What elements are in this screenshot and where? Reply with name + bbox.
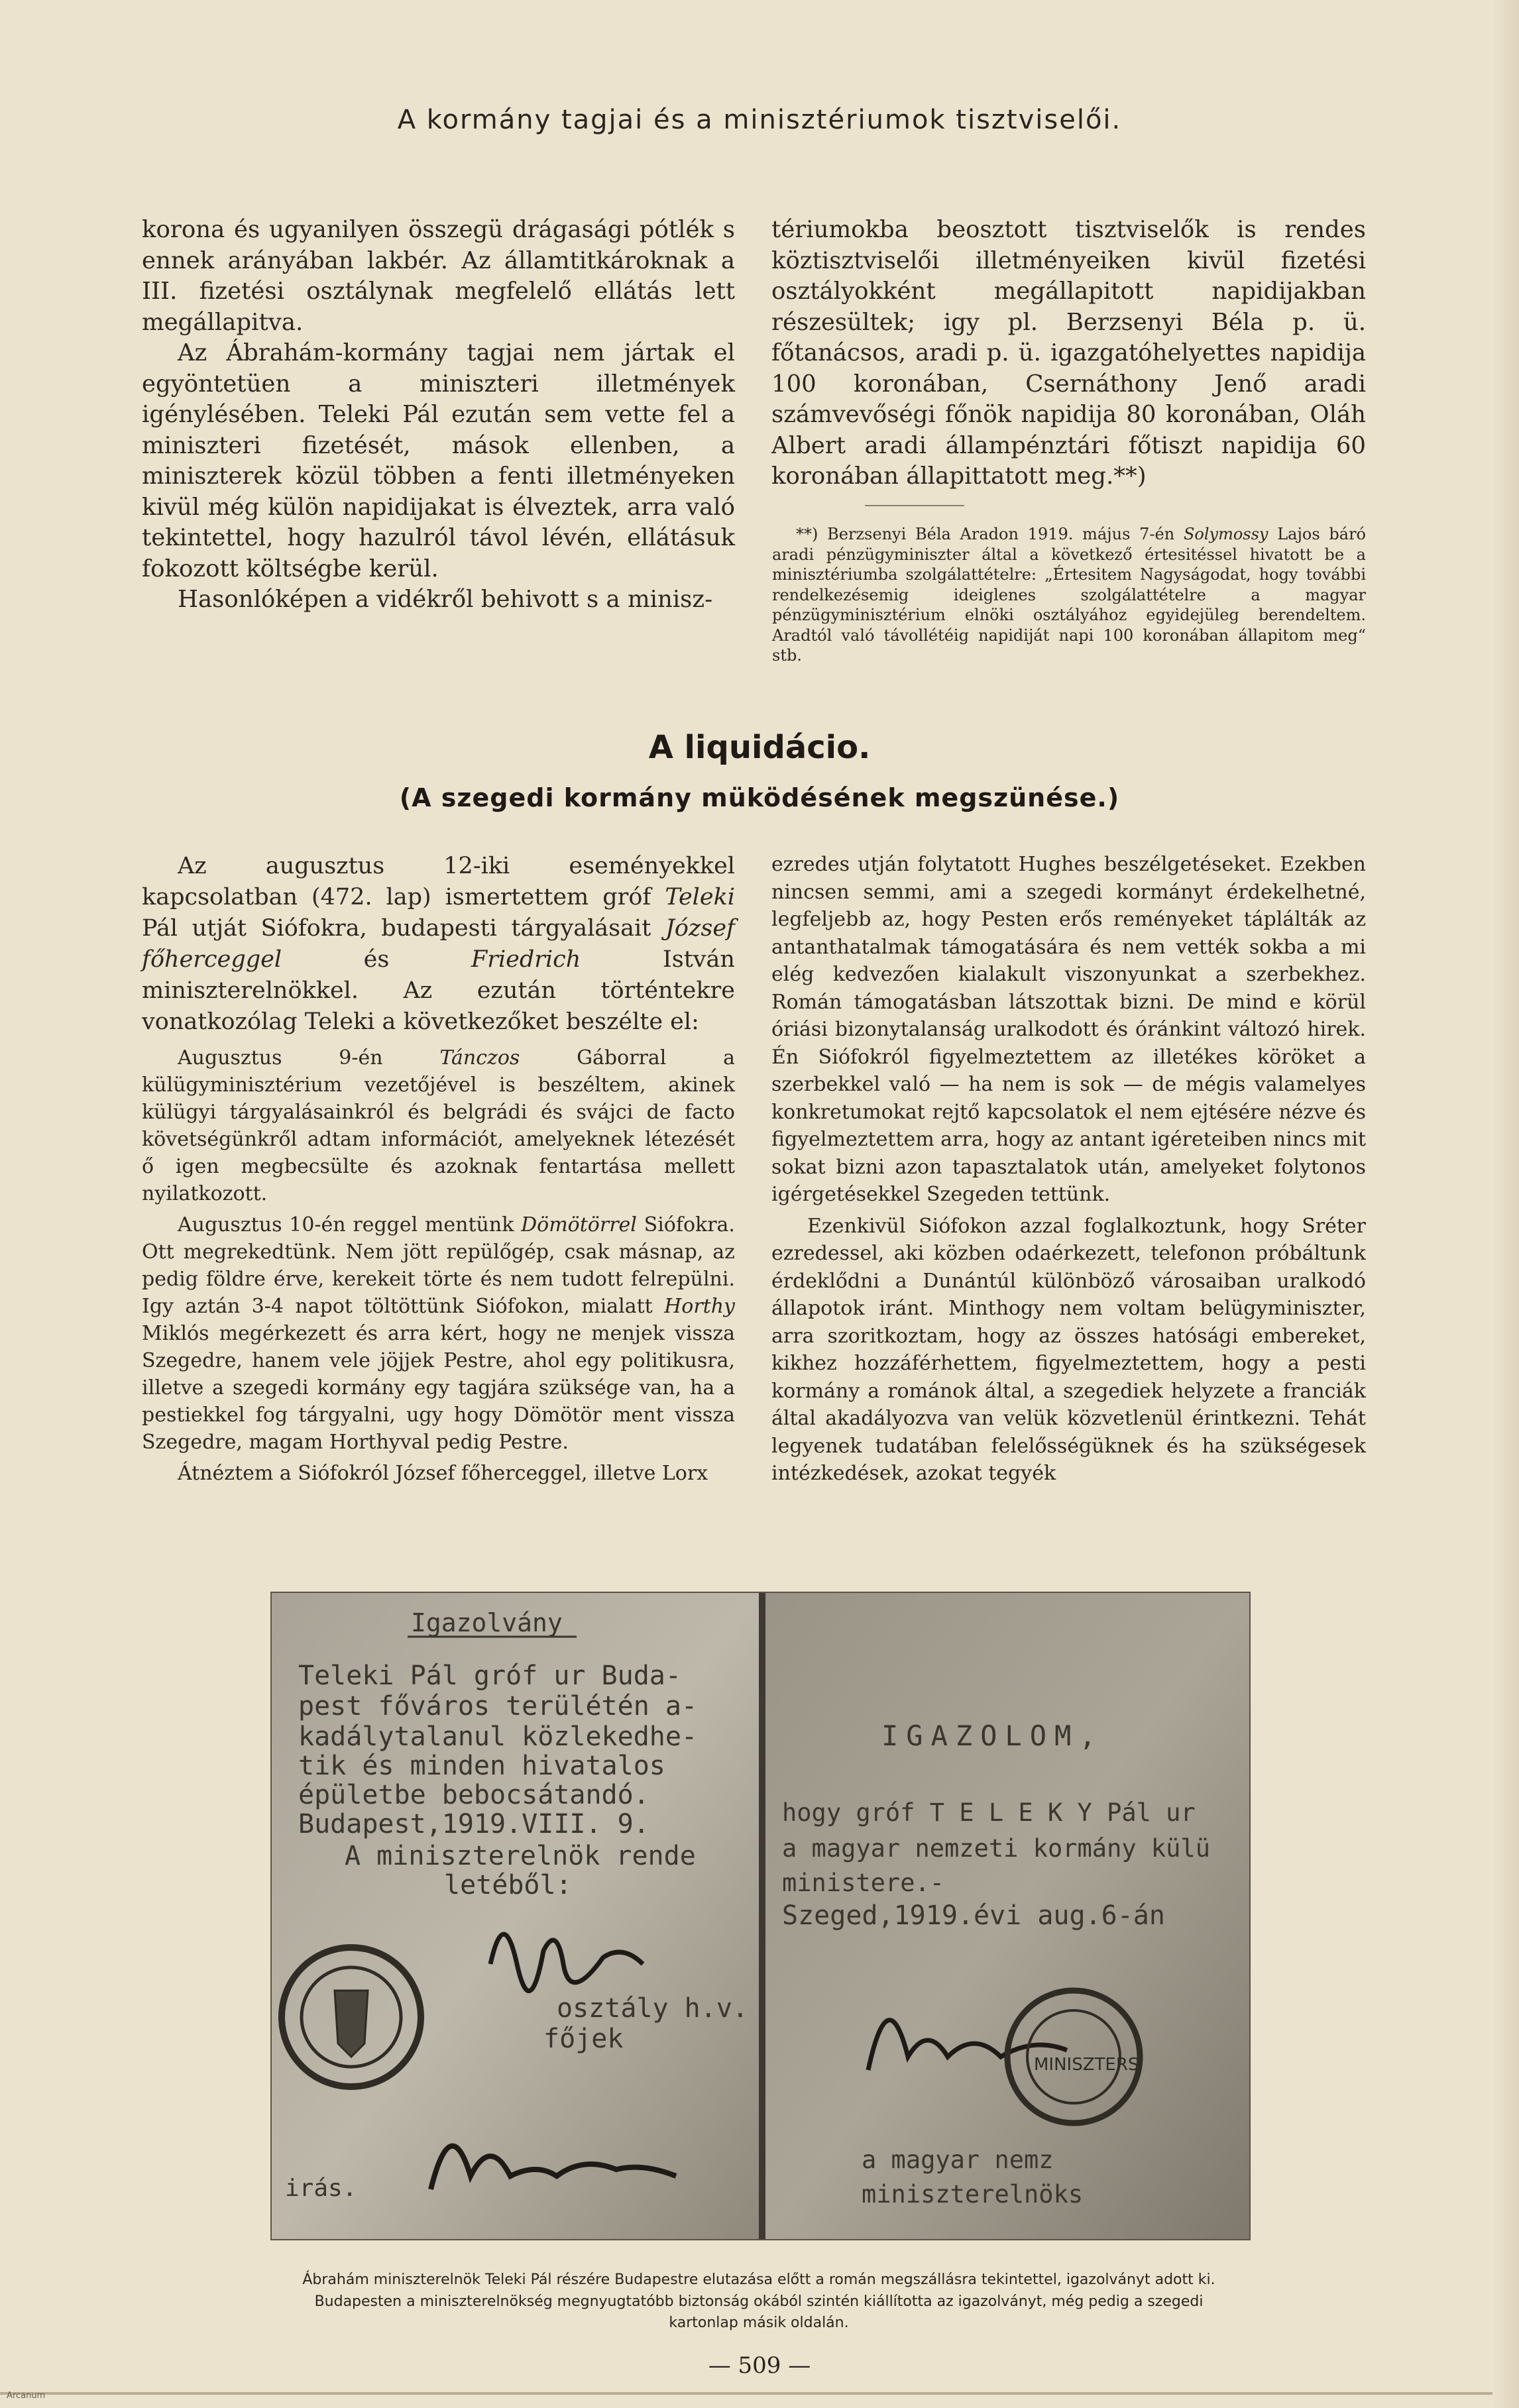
- card-gap: [759, 1593, 765, 2239]
- doc-line: a magyar nemzeti kormány külü: [782, 1834, 1211, 1863]
- paragraph: korona és ugyanilyen összegü drágasági pótlék s ennek arányában lakbér. Az államtitkároknak a III. fizetési osztálynak megfelelő ellátás lett megállapitva.: [142, 216, 735, 336]
- doc-line: ministere.-: [782, 1869, 945, 1897]
- footer-watermark: Arcanum: [7, 2391, 46, 2401]
- doc-line: irás.: [285, 2175, 357, 2202]
- doc-line: épületbe bebocsátandó.: [298, 1780, 649, 1810]
- left-seal: [282, 1947, 421, 2087]
- top-right-column: [771, 215, 1366, 492]
- paragraph: tériumokba beosztott tisztviselők is rendes köztisztviselői illetményeiken kivül fizetési osztályokként megállapitott napidijakban részesültek; igy pl. Berzsenyi Béla p. ü. főtanácsos, aradi p. ü. igazgatóhelyettes napidija 100 koronában, Csernáthony Jenő aradi számvevőségi főnök napidija 80 koronában, Oláh Albert aradi állampénztári főtiszt napidija 60 koronában állapittatott meg.**): [771, 216, 1366, 490]
- document-photograph: [270, 1592, 1251, 2240]
- footnote-marker: **) Berzsenyi Béla Aradon 1919. május 7-én: [796, 525, 1175, 543]
- footnote-rule: [865, 505, 964, 506]
- right-seal: [1007, 1991, 1140, 2123]
- doc-line: pest főváros terülétén a-: [298, 1691, 698, 1722]
- footnote: [772, 524, 1366, 666]
- doc-line: Budapest,1919.VIII. 9.: [298, 1809, 649, 1839]
- lower-right-column: [771, 851, 1366, 1488]
- doc-line: letéből:: [444, 1870, 572, 1900]
- doc-line: főjek: [543, 2024, 624, 2054]
- doc-line: Szeged,1919.évi aug.6-án: [782, 1900, 1165, 1931]
- paragraph: Ezenkivül Siófokon azzal foglalkoztunk, hogy Sréter ezredessel, aki közben odaérkezett, telefonon próbáltunk érdeklődni a Dunántúl különböző városaiban uralkodó állapotok iránt. Minthogy nem voltam belügyminiszter, arra szoritkoztam, hogy az összes hatósági embereket, kikhez hozzáférhettem, figyelmeztettem, hogy a pesti kormány a románok által, a szegediek helyzete a franciák által akadályozva van velük közvetlenül érintkezni. Tehát legyenek tudatában felelősségüknek és ha szükségesek intézkedések, azokat tegyék: [771, 1214, 1366, 1485]
- seal-text: MINISZTERS: [1034, 2055, 1139, 2075]
- paragraph: Az Ábrahám-kormány tagjai nem jártak el egyöntetüen a miniszteri illetmények igénylésében. Teleki Pál ezután sem vette fel a miniszteri fizetését, mások ellenben, a miniszterek közül többen a fenti illetményeken kivül még külön napidijakat is élveztek, arra való tekintettel, hogy hazulról távol lévén, ellátásuk fokozott költségbe kerül.: [142, 339, 735, 582]
- document-photograph-svg: [272, 1593, 1249, 2239]
- section-title: A liquidácio.: [648, 729, 871, 766]
- doc-line: Teleki Pál gróf ur Buda-: [298, 1661, 681, 1691]
- paragraph: Az augusztus 12-iki eseményekkel kapcsolatban (472. lap) ismertettem gróf Teleki Pál utját Siófokra, budapesti tárgyalásait József főherceggel és Friedrich István miniszterelnökkel. Az ezután történtekre vonatkozólag Teleki a következőket beszélte el:: [142, 853, 735, 1035]
- page-number: — 509 —: [708, 2352, 811, 2379]
- top-left-column: [142, 215, 735, 616]
- footnote-text: Lajos báró aradi pénzügyminiszter által a következő értesitéssel hivatott be a minisztériumba szolgálattételre: „Értesitem Nagyságodat, hogy további rendelkezésemig ideiglenes szolgálattételre a magyar pénzügyminisztérium elnöki osztályához egyidejüleg berendeltem. Aradtól való távollétéig napidiját napi 100 koronában állapitom meg“ stb.: [772, 525, 1367, 665]
- paragraph: Augusztus 9-én Tánczos Gáborral a külügyminisztérium vezetőjével is beszéltem, akinek külügyi tárgyalásainkról és belgrádi és svájci de facto követségünkről adtam információt, amelyeknek létezését ő igen megbecsülte és azoknak fentartása mellett nyilatkozott.: [142, 1046, 736, 1205]
- running-title: A kormány tagjai és a minisztériumok tisztviselői.: [397, 105, 1122, 135]
- doc-line: kadálytalanul közlekedhe-: [298, 1722, 698, 1752]
- page-edge: [1492, 0, 1519, 2408]
- section-subtitle: (A szegedi kormány müködésének megszünése.): [399, 783, 1120, 812]
- paragraph: Hasonlóképen a vidékről behivott s a minisz-: [178, 586, 713, 613]
- figure-caption: Ábrahám miniszterelnök Teleki Pál részére Budapestre elutazása előtt a román megszállásra tekintettel, igazolványt adott ki. Budapesten a miniszterelnökség megnyugtatóbb biztonság okából szintén kiállította az igazolványt, még pedig a szegedi kartonlap másik oldalán.: [302, 2271, 1215, 2331]
- doc-line: miniszterelnöks: [862, 2180, 1084, 2209]
- doc-line: hogy gróf T E L E K Y Pál ur: [782, 1798, 1196, 1827]
- doc-line: tik és minden hivatalos: [298, 1751, 665, 1781]
- footer-bar: [0, 2392, 1492, 2395]
- lower-left-column: [142, 851, 735, 1487]
- doc-line: a magyar nemz: [862, 2146, 1054, 2174]
- footnote-name: Solymossy: [1183, 525, 1268, 543]
- paragraph: ezredes utján folytatott Hughes beszélgetéseket. Ezekben nincsen semmi, ami a szegedi kormányt érdekelhetné, legfeljebb az, hogy Pesten erős reményeket táplálták az antanthatalmak támogatására és nem vették sokba a mi elég kedvezően kialakult viszonyunkat a szerbekhez. Román támogatásban látszottak bizni. De mind e körül óriási bizonytalanság uralkodott és óránkint változó hirek. Én Siófokról figyelmeztettem az illetékes köröket a szerbekkel való — ha nem is sok — de mégis valamelyes konkretumokat rejtő kapcsolatok el nem ejtésére nézve és figyelmeztettem arra, hogy az antant igéreteiben nincs mit sokat bizni azon tapasztalatok után, amelyeket folytonos igérgetésekkel Szegeden tettünk.: [771, 853, 1366, 1206]
- left-card-heading: Igazolvány: [411, 1608, 563, 1637]
- right-card-heading: IGAZOLOM,: [881, 1720, 1104, 1752]
- doc-line: A miniszterelnök rende: [345, 1841, 696, 1871]
- paragraph: Augusztus 10-én reggel mentünk Dömötörrel Siófokra. Ott megrekedtünk. Nem jött repülőgép, csak másnap, az pedig földre érve, kerekeit törte és nem tudott felrepülni. Igy aztán 3-4 napot töltöttünk Siófokon, mialatt Horthy Miklós megérkezett és arra kért, hogy ne menjek vissza Szegedre, hanem vele jöjjek Pestre, ahol egy politikusra, illetve a szegedi kormány egy tagjára szüksége van, ha a pestiekkel fog tárgyalni, ugy hogy Dömötör ment vissza Szegedre, magam Horthyval pedig Pestre.: [142, 1213, 735, 1454]
- paragraph: Átnéztem a Siófokról József főherceggel, illetve Lorx: [178, 1462, 708, 1485]
- doc-line: osztály h.v.: [557, 1993, 748, 2024]
